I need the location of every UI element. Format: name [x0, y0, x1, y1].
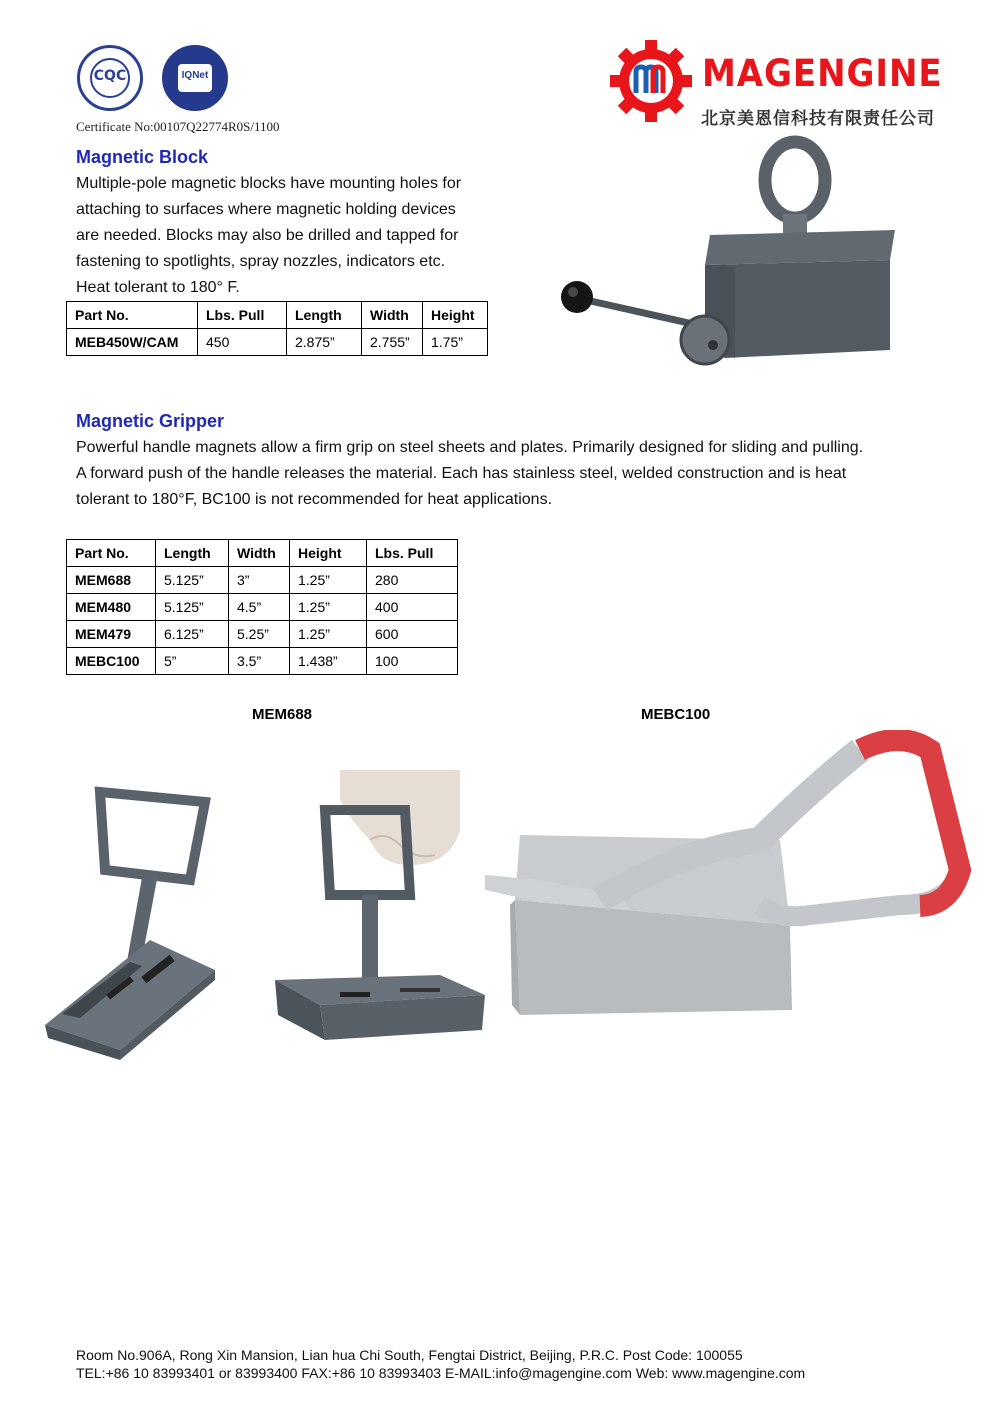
table-row — [67, 621, 458, 648]
table-cell: 1.438” — [290, 648, 367, 675]
column-header: Width — [362, 302, 423, 329]
brand-name: MAGENGINE — [702, 52, 943, 95]
table-cell: 3” — [229, 567, 290, 594]
description-line: A forward push of the handle releases the material. Each has stainless steel, welded construction and is heat — [76, 465, 847, 482]
table-cell: 5.25” — [229, 621, 290, 648]
caption-mem688: MEM688 — [252, 706, 313, 723]
table-cell: 1.25” — [290, 621, 367, 648]
magnetic-gripper-spec-table — [66, 539, 458, 675]
table-cell: 5.125” — [156, 594, 229, 621]
certificate-number: Certificate No:00107Q22774R0S/1100 — [76, 119, 280, 134]
table-cell: 2.875” — [287, 329, 362, 356]
description-line: Multiple-pole magnetic blocks have mounting holes for — [76, 175, 462, 192]
cqc-logo-text: CQC — [93, 68, 127, 84]
magnetic-gripper-description — [76, 435, 946, 513]
column-header: Lbs. Pull — [198, 302, 287, 329]
part-number-cell: MEM479 — [67, 621, 156, 648]
description-line: attaching to surfaces where magnetic holding devices — [76, 201, 456, 218]
footer-contact: TEL:+86 10 83993401 or 83993400 FAX:+86 10 83993403 E-MAIL:info@magengine.com Web: www.magengine.com — [76, 1365, 806, 1381]
magnetic-gripper-title: Magnetic Gripper — [76, 411, 225, 431]
magnetic-block-description — [76, 171, 516, 301]
description-line: tolerant to 180°F, BC100 is not recommended for heat applications. — [76, 491, 553, 508]
column-header: Lbs. Pull — [367, 540, 458, 567]
cqc-logo — [77, 45, 143, 111]
mem688-product-image — [40, 780, 240, 1060]
column-header: Length — [287, 302, 362, 329]
mem688-held-product-image — [270, 770, 500, 1060]
table-header-row — [67, 302, 488, 329]
table-header-row — [67, 540, 458, 567]
magnetic-block-title: Magnetic Block — [76, 147, 209, 167]
table-cell: 2.755” — [362, 329, 423, 356]
table-row — [67, 567, 458, 594]
table-row — [67, 329, 488, 356]
table-row — [67, 594, 458, 621]
iqnet-logo — [162, 45, 228, 111]
column-header: Part No. — [67, 302, 198, 329]
table-cell: 5.125” — [156, 567, 229, 594]
caption-mebc100: MEBC100 — [641, 706, 711, 723]
table-cell: 3.5” — [229, 648, 290, 675]
description-line: Powerful handle magnets allow a firm grip on steel sheets and plates. Primarily designed for sliding and pulling. — [76, 439, 864, 456]
footer — [76, 1346, 805, 1382]
magnetic-block-spec-table — [66, 301, 488, 356]
part-number-cell: MEB450W/CAM — [67, 329, 198, 356]
column-header: Part No. — [67, 540, 156, 567]
description-line: fastening to spotlights, spray nozzles, indicators etc. — [76, 253, 446, 270]
brand-chinese-name: 北京美恩信科技有限责任公司 — [701, 109, 935, 129]
description-line: are needed. Blocks may also be drilled and tapped for — [76, 227, 459, 244]
column-header: Height — [290, 540, 367, 567]
part-number-cell: MEBC100 — [67, 648, 156, 675]
table-cell: 5” — [156, 648, 229, 675]
table-cell: 1.25” — [290, 567, 367, 594]
column-header: Width — [229, 540, 290, 567]
table-cell: 280 — [367, 567, 458, 594]
table-cell: 4.5” — [229, 594, 290, 621]
description-line: Heat tolerant to 180° F. — [76, 279, 240, 296]
part-number-cell: MEM688 — [67, 567, 156, 594]
table-cell: 600 — [367, 621, 458, 648]
magnetic-block-product-image — [555, 130, 905, 370]
table-row — [67, 648, 458, 675]
footer-address: Room No.906A, Rong Xin Mansion, Lian hua Chi South, Fengtai District, Beijing, P.R.C. Post Code: 100055 — [76, 1347, 743, 1363]
column-header: Height — [423, 302, 488, 329]
table-cell: 1.25” — [290, 594, 367, 621]
column-header: Length — [156, 540, 229, 567]
table-cell: 400 — [367, 594, 458, 621]
iqnet-logo-text: IQNet — [181, 70, 209, 81]
gear-logo-icon — [608, 38, 694, 124]
mebc100-product-image — [480, 730, 980, 1020]
table-cell: 1.75” — [423, 329, 488, 356]
part-number-cell: MEM480 — [67, 594, 156, 621]
table-cell: 6.125” — [156, 621, 229, 648]
table-cell: 450 — [198, 329, 287, 356]
table-cell: 100 — [367, 648, 458, 675]
